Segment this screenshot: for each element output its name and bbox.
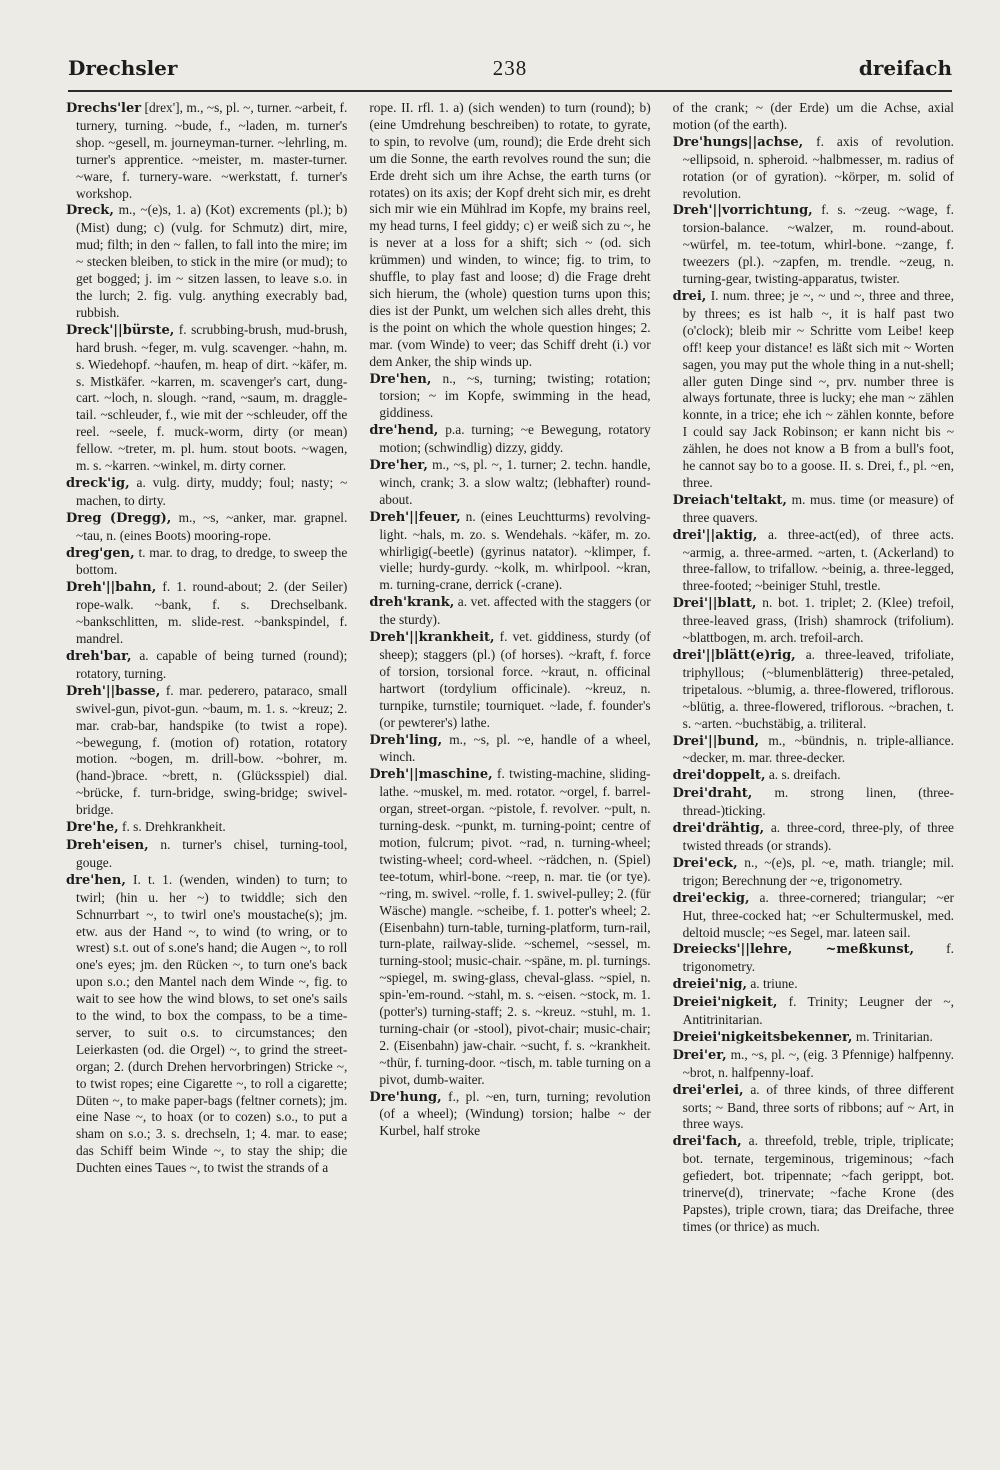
entry-definition: [drex'], m., ~s, pl. ~, turner. ~arbeit, f. turnery, turning. ~bude, f., ~laden, m. turner's shop. ~gesell, m. journeyman-turner. ~lehrling, m. turner's apprentice. ~meister, m. master-turner. ~ware, f. turnery-ware. ~werkstatt, f. turner's workshop. [76, 100, 348, 201]
entry-definition: f. axis of revolution. ~ellipsoid, n. spheroid. ~halbmesser, m. radius of rotation (or of gyration). ~körper, m. solid of revolution. [682, 133, 954, 201]
dictionary-entry [673, 976, 954, 994]
column-2 [369, 100, 650, 1430]
entry-definition: a. s. dreifach. [768, 767, 841, 783]
column-3 [673, 100, 954, 1430]
dictionary-entry [369, 629, 650, 731]
dictionary-entry [66, 322, 347, 475]
dictionary-entry [66, 819, 347, 837]
entry-headword: Dre'her, [369, 458, 428, 474]
entry-definition: n., ~s, turning; twisting; rotation; torsion; ~ im Kopfe, swimming in the head, giddiness. [379, 370, 651, 421]
entry-definition: a. three-cord, three-ply, of three twisted threads (or strands). [682, 820, 954, 853]
entry-headword: drei'drähtig, [672, 821, 765, 837]
entry-definition: p.a. turning; ~e Bewegung, rotatory motion; (schwindlig) dizzy, giddy. [379, 422, 651, 456]
entry-definition: f. scrubbing-brush, mud-brush, hard brush. ~feger, m. vulg. scavenger. ~hahn, m. s. Wiedehopf. ~haufen, m. heap of dirt. ~käfer, m. s. Mistkäfer. ~karren, m. scavenger's cart, dung-cart. ~loch, n. slough. ~rand, ~saum, m. draggle-tail. ~schleuder, f., wie mit der ~schleuder, off the reel. ~seele, f. muck-worm, dirty (or mean) fellow. ~treter, m. pl. hum. stout boots. ~wagen, m. s. ~karren. ~winkel, m. dirty corner. [76, 321, 348, 474]
dictionary-entry [673, 527, 954, 596]
dictionary-entry [66, 510, 347, 545]
dictionary-entry [673, 1082, 954, 1134]
entry-headword: drei'fach, [672, 1134, 742, 1150]
entry-headword: Dreiach'teltakt, [672, 492, 787, 508]
entry-headword: drei'eckig, [672, 890, 750, 906]
dictionary-entry [369, 1089, 650, 1141]
entry-headword: dreg'gen, [66, 545, 135, 561]
dictionary-entry [673, 492, 954, 527]
entry-definition: a. vulg. dirty, muddy; foul; nasty; ~ machen, to dirty. [76, 474, 348, 508]
entry-headword: Dre'hen, [369, 371, 432, 387]
dictionary-entry [673, 1029, 954, 1047]
entry-definition: m., ~bündnis, n. triple-alliance. ~decker, m. mar. three-decker. [682, 732, 954, 766]
entry-definition: a. threefold, treble, triple, triplicate; bot. ternate, tergeminous, trigeminous; ~fach gefiedert, bot. tripennate; ~fach gerippt, bot. trinerve(d), trinervate; ~fache Krone (des Papstes), triple crown, tiara; das Dreifache, three times (or thrice) as much. [682, 1133, 954, 1234]
entry-definition: m., ~(e)s, 1. a) (Kot) excrements (pl.); b) (Mist) dung; c) (vulg. for Schmutz) dirt, mire, mud; filth; in den ~ fallen, to fall into the mire; im ~ stecken bleiben, to stick in the mire (or mud); to get bogged; j. im ~ sitzen lassen, to leave s.o. in the lurch; 2. fig. vulg. anything execrably bad, rubbish. [76, 202, 348, 320]
entry-headword: dreck'ig, [66, 475, 130, 491]
entry-headword: Dreck'||bürste, [66, 322, 175, 338]
entry-headword: dre'hen, [66, 872, 126, 888]
entry-headword: Dreh'||basse, [66, 683, 161, 699]
entry-headword: Dreh'||vorrichtung, [672, 203, 813, 219]
dictionary-entry [369, 766, 650, 1088]
entry-definition: f. trigonometry. [682, 941, 954, 975]
dictionary-entry [66, 545, 347, 580]
entry-definition: n. bot. 1. triplet; 2. (Klee) trefoil, three-leaved grass, (Irish) shamrock (trifolium). ~blattbogen, m. arch. trefoil-arch. [682, 595, 954, 646]
entry-definition: a. triune. [750, 976, 798, 992]
dictionary-entry [369, 457, 650, 509]
entry-headword: Dreh'||maschine, [369, 767, 493, 783]
dictionary-entry [673, 647, 954, 733]
entry-definition: rope. II. rfl. 1. a) (sich wenden) to turn (round); b) (eine Umdrehung beschreiben) to rotate, to gyrate, to spin, to revolve (um, round); die Erde dreht sich um die Sonne, the earth revolves round the sun; die Erde dreht sich um ihre Achse, the earth turns (or rotates) on its axis; der Kopf dreht sich mir, es dreht sich mir wie ein Mühlrad im Kopfe, my brains reel, my head turns, I feel giddy; c) er weiß sich zu ~, he is never at a loss for a shift; sich ~ (od. sich krümmen) und winden, to wince; fig. to trim, to shuffle, to play fast and loose; d) die Frage dreht sich hierum, the (whole) question turns upon this; dies ist der Punkt, um welchen sich alles dreht, this is the point on which the whole question hinges; 2. mar. (vom Winde) to veer; das Schiff dreht (i.) vor dem Anker, the ship winds up. [369, 100, 651, 369]
entry-definition: I. t. 1. (wenden, winden) to turn; to twirl; (hin u. her ~) to twiddle; sich den Schnurrbart ~, to twirl one's moustache(s); jm. etw. aus der Hand ~, to wind (to wring, or to wrest) s.t. out of s.one's hand; die Augen ~, to roll one's eyes; jm. den Rücken ~, to turn one's back upon s.o.; den Mantel nach dem Winde ~, fig. to wait to see how the wind blows, to set one's sails to the wind, to box the compass, to be a time-server, to suit o.s. to circumstances; den Leierkasten (od. die Orgel) ~, to grind the street-organ; 2. (durch Drehen hervorbringen) Stricke ~, to twist ropes; eine Cigarette ~, to roll a cigarette; Düten ~, to make paper-bags (feltner cornets); jm. eine Nase ~, to hoax (or to cozen) s.o., to put a sham on s.o.; 3. s. drechseln, 1; 4. mar. to ease; das Schiff beim Winde ~, to stay the ship; die Duchten eines Taues ~, to twist the strands of a [76, 871, 348, 1176]
dictionary-entry [66, 579, 347, 648]
entry-definition: f. 1. round-about; 2. (der Seiler) rope-walk. ~bank, f. s. Drechselbank. ~bankschlitten, m. slide-rest. ~bankspindel, f. mandrel. [76, 579, 348, 647]
entry-headword: Dreck, [66, 203, 114, 219]
entry-definition: a. capable of being turned (round); rotatory, turning. [76, 648, 348, 681]
entry-definition: f. s. Drehkrankheit. [121, 819, 226, 835]
entry-definition: m. strong linen, (three-thread-)ticking. [682, 785, 954, 819]
entry-headword: dreh'krank, [369, 595, 455, 611]
dictionary-entry [673, 595, 954, 647]
dictionary-entry [673, 202, 954, 288]
dictionary-entry [673, 288, 954, 492]
dictionary-entry [369, 100, 650, 371]
entry-headword: dreh'bar, [66, 649, 132, 664]
entry-headword: Dreiei'nigkeit, [672, 995, 778, 1011]
entry-headword: Dreh'ling, [369, 732, 443, 748]
entry-definition: of the crank; ~ (der Erde) um die Achse, axial motion (of the earth). [672, 100, 954, 132]
entry-headword: Dreh'||bahn, [66, 580, 157, 596]
entry-headword: Drei'eck, [672, 855, 738, 871]
dictionary-entry [673, 820, 954, 855]
page-header [68, 56, 952, 90]
entry-headword: Drei'er, [672, 1047, 727, 1063]
entry-definition: a. three-cornered; triangular; ~er Hut, three-cocked hat; ~er Schultermuskel, med. deltoid muscle; ~es Segel, mar. lateen sail. [682, 889, 954, 940]
entry-definition: t. mar. to drag, to dredge, to sweep the bottom. [76, 544, 348, 578]
entry-definition: n. turner's chisel, turning-tool, gouge. [76, 836, 348, 870]
dictionary-entry [369, 422, 650, 457]
dictionary-entry [66, 683, 347, 819]
column-1 [66, 100, 347, 1430]
dictionary-entry [66, 872, 347, 1177]
dictionary-entry [369, 509, 650, 595]
entry-headword: Dre'hung, [369, 1089, 442, 1105]
right-running-head: dreifach [858, 56, 952, 80]
dictionary-entry [673, 1133, 954, 1235]
entry-definition: m., ~s, pl. ~, 1. turner; 2. techn. handle, winch, crank; 3. a slow waltz; (lebhafter) round-about. [379, 457, 651, 507]
dictionary-entry [673, 767, 954, 785]
entry-headword: Dreg (Dregg), [66, 510, 172, 526]
entry-headword: Dreh'||krankheit, [369, 630, 495, 646]
dictionary-entry [673, 134, 954, 203]
header-rule [68, 90, 952, 92]
entry-definition: n., ~(e)s, pl. ~e, math. triangle; mil. trigon; Berechnung der ~e, trigonometry. [682, 854, 954, 888]
entry-headword: Dre'he, [66, 820, 119, 836]
dictionary-entry [369, 371, 650, 423]
dictionary-entry [673, 890, 954, 942]
entry-headword: drei'erlei, [672, 1082, 744, 1098]
entry-definition: m., ~s, pl. ~e, handle of a wheel, winch. [379, 731, 651, 765]
entry-headword: Dreh'||feuer, [369, 509, 461, 525]
entry-headword: Drechs'ler [66, 101, 142, 116]
text-columns [66, 100, 954, 1430]
page-number: 238 [492, 56, 528, 80]
entry-definition: f. vet. giddiness, sturdy (of sheep); staggers (pl.) (of horses). ~kraft, f. force of torsion, torsional force. ~kraut, n. officinal hartwort (tordylium officinale). ~kreuz, n. turnpike, turnstile; tourniquet. ~lade, f. founder's (or pewterer's) lathe. [379, 629, 651, 730]
entry-definition: m. Trinitarian. [855, 1028, 933, 1044]
entry-definition: f. twisting-machine, sliding-lathe. ~muskel, m. med. rotator. ~orgel, f. barrel-organ, street-organ. ~pistole, f. revolver. ~pult, n. turning-desk. ~punkt, m. turning-point; centre of motion, fulcrum; pivot. ~rad, n. turning-wheel; twisting-wheel; cord-wheel. ~rädchen, n. (Spiel) tee-totum, whirl-bone. ~reep, n. mar. tie (or tye). ~ring, m. swivel. ~rolle, f. 1. swivel-pulley; 2. (für Wäsche) mangle. ~scheibe, f. 1. potter's wheel; 2. (Eisenbahn) turn-table, turning-platform, turn-rail, turn-plate, railway-slide. ~schemel, ~sessel, m. turning-stool; music-chair. ~späne, m. pl. turnings. ~spiegel, m. swing-glass, cheval-glass. ~spiel, n. spin-'em-round. ~stahl, m. s. ~eisen. ~stock, m. 1. (potter's) turning-staff; 2. s. ~kreuz. ~stuhl, m. 1. turning-chair (or -stool), pivot-chair; music-chair; 2. (Eisenbahn) jaw-chair. ~sucht, f. s. ~krankheit. ~thür, f. turning-door. ~tisch, m. table turning on a pivot, dumb-waiter. [379, 766, 651, 1087]
entry-headword: dre'hend, [369, 423, 439, 439]
entry-headword: drei, [672, 288, 707, 304]
entry-headword: drei'||blätt(e)rig, [672, 648, 796, 663]
entry-definition: a. of three kinds, of three different sorts; ~ Band, three sorts of ribbons; auf ~ Art, in three ways. [682, 1081, 954, 1132]
entry-headword: Drei'draht, [672, 786, 753, 802]
entry-definition: n. (eines Leuchtturms) revolving-light. ~hals, m. zo. s. Wendehals. ~käfer, m. zo. whirligig(-beetle) (gyrinus natator). ~klimper, f. vielle; hurdy-gurdy. ~kolk, m. whirlpool. ~kran, m. turning-crane, derrick (-crane). [379, 508, 651, 593]
entry-headword: dreiei'nig, [672, 977, 747, 993]
dictionary-entry [369, 732, 650, 767]
entry-definition: a. three-act(ed), of three acts. ~armig, a. three-armed. ~arten, t. (Ackerland) to three-fallow, to trifallow. ~beinig, a. three-legged, three-footed; ~beiniger Stuhl, trestle. [682, 526, 954, 594]
entry-definition: m. mus. time (or measure) of three quavers. [682, 491, 954, 525]
dictionary-entry [673, 941, 954, 976]
dictionary-entry [673, 855, 954, 890]
dictionary-entry [66, 648, 347, 683]
dictionary-entry [673, 994, 954, 1029]
dictionary-entry [66, 837, 347, 872]
entry-headword: Dreiecks'||lehre, ~meßkunst, [672, 942, 915, 958]
entry-headword: Dreh'eisen, [66, 837, 149, 853]
left-running-head: Drechsler [68, 56, 178, 80]
entry-headword: drei'||aktig, [672, 527, 758, 543]
entry-definition: f. Trinity; Leugner der ~, Antitrinitarian. [682, 994, 954, 1028]
dictionary-entry [673, 733, 954, 768]
entry-definition: I. num. three; je ~, ~ und ~, three and three, by threes; es ist halb ~, it is half past two (o'clock); bleib mir ~ Schritte vom Leibe! keep off! keep your distance! es läßt sich mit ~ Worten sagen, you may put the whole thing in a nut-shell; aller guten Dinge sind ~, prv. number three is always fortunate, three is lucky; ehe man ~ zählen konnte, in a trice; ehe ich ~ zählen konnte, before I could say Jack Robinson; er kann nicht bis ~ zählen, he does not know a B from a bull's foot, he cannot say bo to a goose. II. s. Drei, f., pl. ~en, three. [682, 287, 954, 490]
dictionary-entry [673, 1047, 954, 1082]
entry-definition: a. three-leaved, trifoliate, triphyllous; (~blumenblätterig) three-petaled, tripetalous. ~blumig, a. three-flowered, triflorous. ~blütig, a. three-flowered, triflorous. ~brachen, t. s. ~arten. ~buchstäbig, a. triliteral. [682, 647, 954, 731]
entry-definition: m., ~s, ~anker, mar. grapnel. ~tau, n. (eines Boots) mooring-rope. [76, 509, 348, 543]
dictionary-entry [673, 785, 954, 820]
dictionary-entry [673, 100, 954, 134]
entry-definition: f., pl. ~en, turn, turning; revolution (of a wheel); (Windung) torsion; halbe ~ der Kurbel, half stroke [379, 1088, 651, 1139]
entry-headword: Dre'hungs||achse, [672, 134, 804, 150]
dictionary-entry [66, 202, 347, 321]
entry-headword: Drei'||bund, [672, 733, 760, 749]
entry-definition: m., ~s, pl. ~, (eig. 3 Pfennige) halfpenny. ~brot, n. halfpenny-loaf. [682, 1046, 954, 1080]
dictionary-entry [66, 100, 347, 202]
entry-definition: f. s. ~zeug. ~wage, f. torsion-balance. ~walzer, m. round-about. ~würfel, m. tee-totum, whirl-bone. ~zange, f. tweezers (pl.). ~zapfen, m. trendle. ~zeug, n. turning-gear, twisting-apparatus, twister. [682, 202, 954, 287]
dictionary-entry [369, 594, 650, 629]
entry-headword: Dreiei'nigkeitsbekenner, [672, 1029, 853, 1045]
entry-definition: f. mar. pederero, pataraco, small swivel-gun, pivot-gun. ~baum, m. 1. s. ~kreuz; 2. mar. crab-bar, handspike (to twist a rope). ~bewegung, f. (motion of) rotation, rotatory motion. ~bogen, m. drill-bow. ~bohrer, m. (hand-)brace. ~brett, n. (Glücksspiel) dial. ~brücke, f. turn-bridge, swing-bridge; swivel-bridge. [76, 682, 348, 818]
entry-headword: Drei'||blatt, [672, 596, 757, 612]
entry-headword: drei'doppelt, [672, 768, 766, 784]
dictionary-entry [66, 475, 347, 510]
entry-definition: a. vet. affected with the staggers (or the sturdy). [379, 594, 651, 628]
